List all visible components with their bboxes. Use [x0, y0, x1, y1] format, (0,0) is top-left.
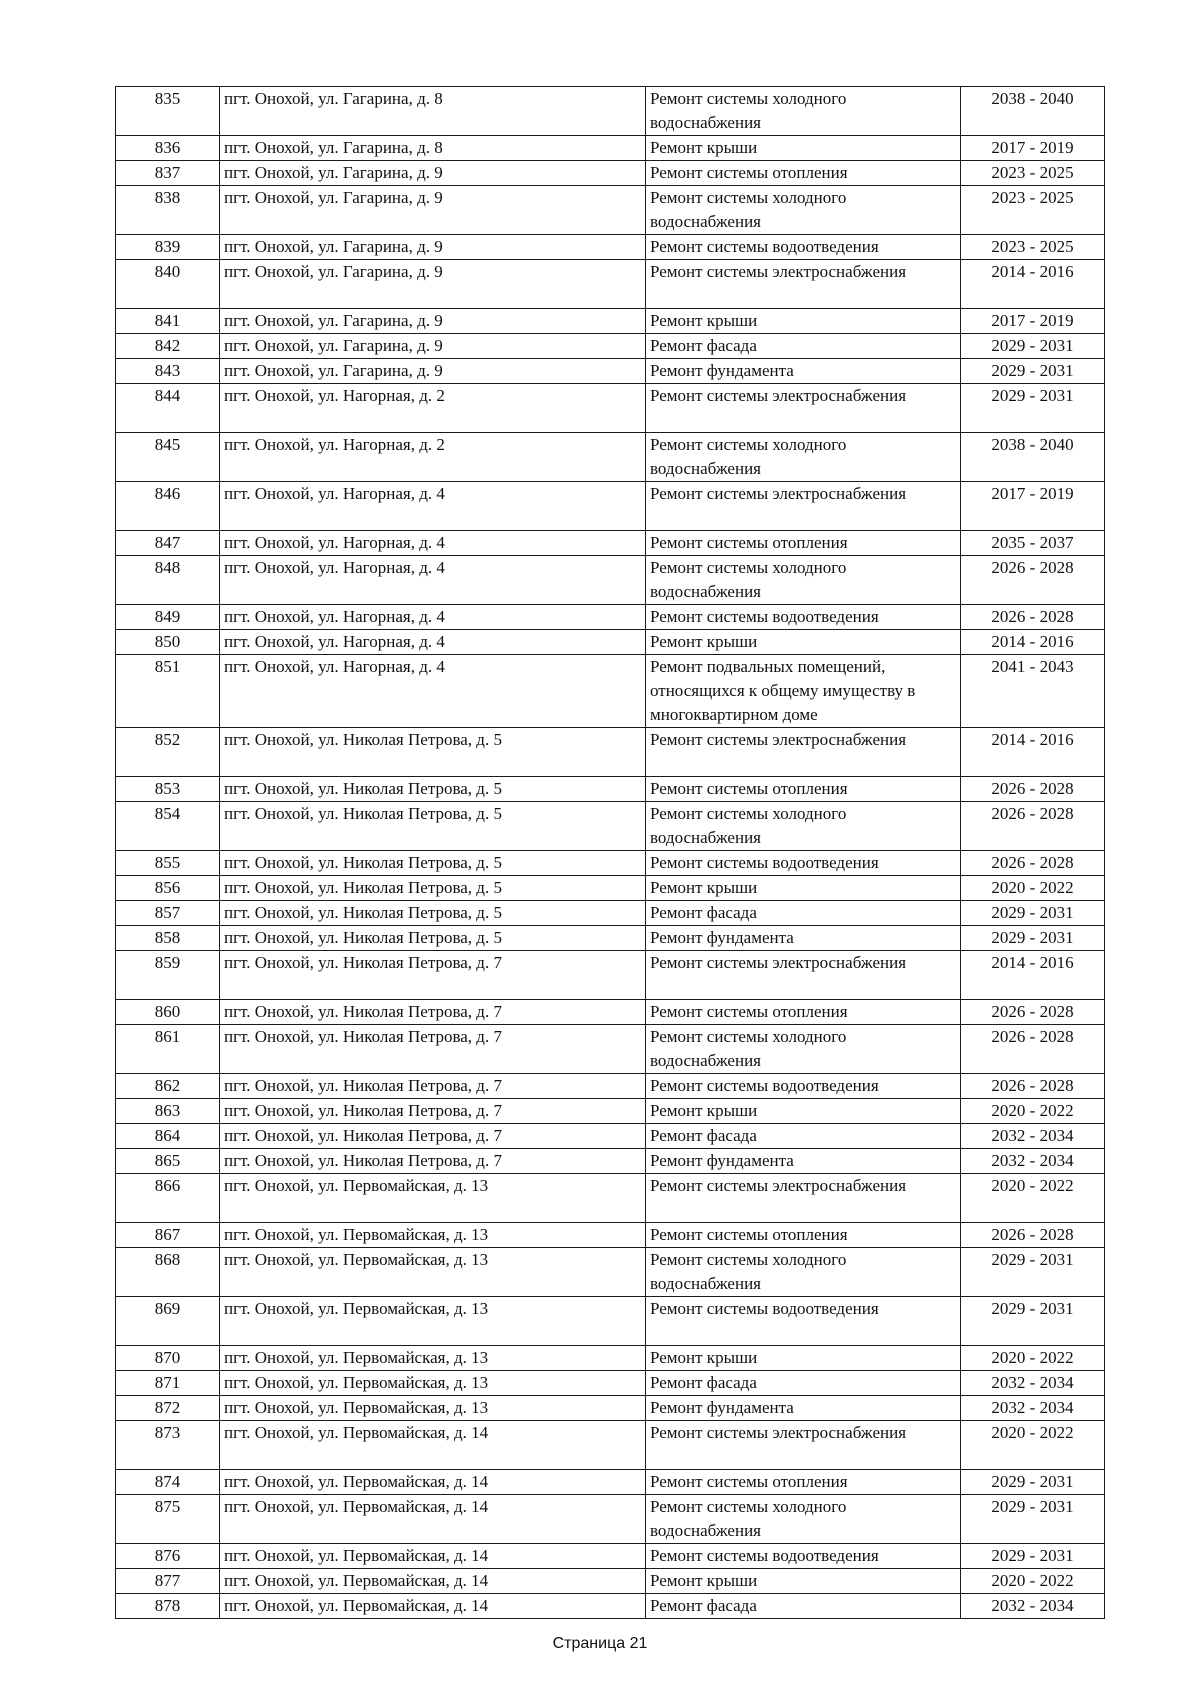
table-row — [116, 235, 1105, 260]
table-row — [116, 876, 1105, 901]
table-row — [116, 1470, 1105, 1495]
row-number-cell: 873 — [116, 1421, 220, 1470]
period-cell: 2032 - 2034 — [961, 1124, 1105, 1149]
period-cell: 2026 - 2028 — [961, 556, 1105, 605]
row-number-cell: 836 — [116, 136, 220, 161]
row-number-cell: 838 — [116, 186, 220, 235]
row-number-cell: 847 — [116, 531, 220, 556]
period-cell: 2017 - 2019 — [961, 309, 1105, 334]
table-row — [116, 482, 1105, 531]
table-row — [116, 1297, 1105, 1346]
address-cell: пгт. Онохой, ул. Нагорная, д. 2 — [220, 433, 646, 482]
table-row — [116, 1544, 1105, 1569]
row-number-cell: 835 — [116, 87, 220, 136]
table-row — [116, 309, 1105, 334]
period-cell: 2020 - 2022 — [961, 876, 1105, 901]
table-row — [116, 531, 1105, 556]
address-cell: пгт. Онохой, ул. Николая Петрова, д. 5 — [220, 728, 646, 777]
address-cell: пгт. Онохой, ул. Первомайская, д. 13 — [220, 1346, 646, 1371]
table-row — [116, 433, 1105, 482]
row-number-cell: 859 — [116, 951, 220, 1000]
table-row — [116, 1074, 1105, 1099]
row-number-cell: 858 — [116, 926, 220, 951]
table-row — [116, 136, 1105, 161]
address-cell: пгт. Онохой, ул. Первомайская, д. 14 — [220, 1569, 646, 1594]
period-cell: 2026 - 2028 — [961, 777, 1105, 802]
address-cell: пгт. Онохой, ул. Нагорная, д. 4 — [220, 630, 646, 655]
table-row — [116, 1149, 1105, 1174]
address-cell: пгт. Онохой, ул. Первомайская, д. 14 — [220, 1495, 646, 1544]
work-type-cell: Ремонт системы холодного водоснабжения — [646, 802, 961, 851]
period-cell: 2029 - 2031 — [961, 384, 1105, 433]
row-number-cell: 865 — [116, 1149, 220, 1174]
row-number-cell: 866 — [116, 1174, 220, 1223]
table-row — [116, 605, 1105, 630]
work-type-cell: Ремонт системы холодного водоснабжения — [646, 87, 961, 136]
address-cell: пгт. Онохой, ул. Николая Петрова, д. 7 — [220, 1025, 646, 1074]
address-cell: пгт. Онохой, ул. Николая Петрова, д. 7 — [220, 951, 646, 1000]
address-cell: пгт. Онохой, ул. Николая Петрова, д. 7 — [220, 1074, 646, 1099]
work-type-cell: Ремонт системы отопления — [646, 531, 961, 556]
address-cell: пгт. Онохой, ул. Гагарина, д. 8 — [220, 87, 646, 136]
period-cell: 2032 - 2034 — [961, 1594, 1105, 1619]
period-cell: 2029 - 2031 — [961, 1544, 1105, 1569]
work-type-cell: Ремонт системы холодного водоснабжения — [646, 433, 961, 482]
work-type-cell: Ремонт системы холодного водоснабжения — [646, 1025, 961, 1074]
row-number-cell: 874 — [116, 1470, 220, 1495]
address-cell: пгт. Онохой, ул. Николая Петрова, д. 7 — [220, 1124, 646, 1149]
work-type-cell: Ремонт системы отопления — [646, 1000, 961, 1025]
row-number-cell: 855 — [116, 851, 220, 876]
address-cell: пгт. Онохой, ул. Николая Петрова, д. 7 — [220, 1099, 646, 1124]
period-cell: 2020 - 2022 — [961, 1174, 1105, 1223]
address-cell: пгт. Онохой, ул. Николая Петрова, д. 7 — [220, 1149, 646, 1174]
work-type-cell: Ремонт фасада — [646, 901, 961, 926]
table-row — [116, 728, 1105, 777]
address-cell: пгт. Онохой, ул. Первомайская, д. 14 — [220, 1421, 646, 1470]
address-cell: пгт. Онохой, ул. Николая Петрова, д. 5 — [220, 777, 646, 802]
address-cell: пгт. Онохой, ул. Нагорная, д. 4 — [220, 655, 646, 728]
work-type-cell: Ремонт фасада — [646, 334, 961, 359]
row-number-cell: 857 — [116, 901, 220, 926]
work-type-cell: Ремонт системы холодного водоснабжения — [646, 556, 961, 605]
row-number-cell: 853 — [116, 777, 220, 802]
work-type-cell: Ремонт системы электроснабжения — [646, 1174, 961, 1223]
table-row — [116, 1174, 1105, 1223]
page-number: Страница 21 — [552, 1635, 648, 1652]
address-cell: пгт. Онохой, ул. Николая Петрова, д. 5 — [220, 876, 646, 901]
table-row — [116, 161, 1105, 186]
row-number-cell: 854 — [116, 802, 220, 851]
row-number-cell: 839 — [116, 235, 220, 260]
table-row — [116, 1000, 1105, 1025]
period-cell: 2029 - 2031 — [961, 901, 1105, 926]
address-cell: пгт. Онохой, ул. Гагарина, д. 9 — [220, 334, 646, 359]
period-cell: 2014 - 2016 — [961, 728, 1105, 777]
period-cell: 2029 - 2031 — [961, 1248, 1105, 1297]
period-cell: 2026 - 2028 — [961, 1074, 1105, 1099]
row-number-cell: 864 — [116, 1124, 220, 1149]
work-type-cell: Ремонт фундамента — [646, 1149, 961, 1174]
work-type-cell: Ремонт фундамента — [646, 359, 961, 384]
period-cell: 2017 - 2019 — [961, 482, 1105, 531]
address-cell: пгт. Онохой, ул. Гагарина, д. 9 — [220, 359, 646, 384]
table-row — [116, 384, 1105, 433]
table-row — [116, 186, 1105, 235]
table-row — [116, 334, 1105, 359]
work-type-cell: Ремонт фасада — [646, 1371, 961, 1396]
row-number-cell: 876 — [116, 1544, 220, 1569]
work-type-cell: Ремонт системы электроснабжения — [646, 482, 961, 531]
row-number-cell: 841 — [116, 309, 220, 334]
address-cell: пгт. Онохой, ул. Николая Петрова, д. 5 — [220, 926, 646, 951]
address-cell: пгт. Онохой, ул. Николая Петрова, д. 5 — [220, 851, 646, 876]
table-row — [116, 630, 1105, 655]
row-number-cell: 867 — [116, 1223, 220, 1248]
row-number-cell: 848 — [116, 556, 220, 605]
period-cell: 2029 - 2031 — [961, 1297, 1105, 1346]
work-type-cell: Ремонт крыши — [646, 136, 961, 161]
address-cell: пгт. Онохой, ул. Николая Петрова, д. 5 — [220, 802, 646, 851]
address-cell: пгт. Онохой, ул. Нагорная, д. 2 — [220, 384, 646, 433]
work-type-cell: Ремонт подвальных помещений, относящихся к общему имуществу в многоквартирном доме — [646, 655, 961, 728]
row-number-cell: 871 — [116, 1371, 220, 1396]
row-number-cell: 878 — [116, 1594, 220, 1619]
address-cell: пгт. Онохой, ул. Первомайская, д. 13 — [220, 1174, 646, 1223]
period-cell: 2029 - 2031 — [961, 1470, 1105, 1495]
period-cell: 2026 - 2028 — [961, 1000, 1105, 1025]
address-cell: пгт. Онохой, ул. Гагарина, д. 9 — [220, 235, 646, 260]
table-row — [116, 1248, 1105, 1297]
work-type-cell: Ремонт системы водоотведения — [646, 1074, 961, 1099]
period-cell: 2038 - 2040 — [961, 433, 1105, 482]
work-type-cell: Ремонт крыши — [646, 1099, 961, 1124]
work-type-cell: Ремонт системы водоотведения — [646, 851, 961, 876]
table-row — [116, 951, 1105, 1000]
row-number-cell: 852 — [116, 728, 220, 777]
period-cell: 2032 - 2034 — [961, 1396, 1105, 1421]
row-number-cell: 846 — [116, 482, 220, 531]
address-cell: пгт. Онохой, ул. Первомайская, д. 14 — [220, 1544, 646, 1569]
address-cell: пгт. Онохой, ул. Первомайская, д. 14 — [220, 1594, 646, 1619]
work-type-cell: Ремонт системы водоотведения — [646, 235, 961, 260]
table-row — [116, 1594, 1105, 1619]
period-cell: 2032 - 2034 — [961, 1149, 1105, 1174]
period-cell: 2029 - 2031 — [961, 1495, 1105, 1544]
work-type-cell: Ремонт крыши — [646, 876, 961, 901]
address-cell: пгт. Онохой, ул. Николая Петрова, д. 5 — [220, 901, 646, 926]
address-cell: пгт. Онохой, ул. Нагорная, д. 4 — [220, 531, 646, 556]
period-cell: 2020 - 2022 — [961, 1421, 1105, 1470]
table-row — [116, 87, 1105, 136]
table-row — [116, 851, 1105, 876]
work-type-cell: Ремонт системы электроснабжения — [646, 384, 961, 433]
period-cell: 2014 - 2016 — [961, 951, 1105, 1000]
table-row — [116, 1346, 1105, 1371]
table-row — [116, 1569, 1105, 1594]
address-cell: пгт. Онохой, ул. Николая Петрова, д. 7 — [220, 1000, 646, 1025]
row-number-cell: 863 — [116, 1099, 220, 1124]
row-number-cell: 843 — [116, 359, 220, 384]
address-cell: пгт. Онохой, ул. Первомайская, д. 13 — [220, 1297, 646, 1346]
table-row — [116, 359, 1105, 384]
period-cell: 2020 - 2022 — [961, 1346, 1105, 1371]
work-type-cell: Ремонт системы водоотведения — [646, 1297, 961, 1346]
table-row — [116, 1421, 1105, 1470]
period-cell: 2023 - 2025 — [961, 235, 1105, 260]
table-row — [116, 655, 1105, 728]
row-number-cell: 869 — [116, 1297, 220, 1346]
period-cell: 2023 - 2025 — [961, 186, 1105, 235]
row-number-cell: 850 — [116, 630, 220, 655]
period-cell: 2020 - 2022 — [961, 1099, 1105, 1124]
row-number-cell: 870 — [116, 1346, 220, 1371]
work-type-cell: Ремонт крыши — [646, 630, 961, 655]
repair-schedule-table — [115, 86, 1105, 1619]
row-number-cell: 868 — [116, 1248, 220, 1297]
row-number-cell: 844 — [116, 384, 220, 433]
address-cell: пгт. Онохой, ул. Нагорная, д. 4 — [220, 556, 646, 605]
work-type-cell: Ремонт системы отопления — [646, 777, 961, 802]
period-cell: 2017 - 2019 — [961, 136, 1105, 161]
work-type-cell: Ремонт крыши — [646, 1346, 961, 1371]
period-cell: 2029 - 2031 — [961, 359, 1105, 384]
row-number-cell: 842 — [116, 334, 220, 359]
work-type-cell: Ремонт системы электроснабжения — [646, 951, 961, 1000]
period-cell: 2014 - 2016 — [961, 630, 1105, 655]
period-cell: 2026 - 2028 — [961, 1025, 1105, 1074]
period-cell: 2041 - 2043 — [961, 655, 1105, 728]
period-cell: 2014 - 2016 — [961, 260, 1105, 309]
period-cell: 2026 - 2028 — [961, 802, 1105, 851]
period-cell: 2023 - 2025 — [961, 161, 1105, 186]
table-row — [116, 1223, 1105, 1248]
period-cell: 2029 - 2031 — [961, 334, 1105, 359]
table-row — [116, 1396, 1105, 1421]
address-cell: пгт. Онохой, ул. Гагарина, д. 9 — [220, 260, 646, 309]
row-number-cell: 861 — [116, 1025, 220, 1074]
address-cell: пгт. Онохой, ул. Гагарина, д. 8 — [220, 136, 646, 161]
period-cell: 2026 - 2028 — [961, 851, 1105, 876]
address-cell: пгт. Онохой, ул. Первомайская, д. 13 — [220, 1396, 646, 1421]
period-cell: 2020 - 2022 — [961, 1569, 1105, 1594]
table-row — [116, 777, 1105, 802]
work-type-cell: Ремонт системы отопления — [646, 1223, 961, 1248]
table-row — [116, 260, 1105, 309]
work-type-cell: Ремонт системы отопления — [646, 1470, 961, 1495]
period-cell: 2026 - 2028 — [961, 605, 1105, 630]
work-type-cell: Ремонт системы водоотведения — [646, 605, 961, 630]
work-type-cell: Ремонт крыши — [646, 309, 961, 334]
row-number-cell: 845 — [116, 433, 220, 482]
table-row — [116, 1124, 1105, 1149]
work-type-cell: Ремонт системы электроснабжения — [646, 260, 961, 309]
table-row — [116, 1099, 1105, 1124]
table-row — [116, 901, 1105, 926]
row-number-cell: 840 — [116, 260, 220, 309]
work-type-cell: Ремонт системы электроснабжения — [646, 728, 961, 777]
work-type-cell: Ремонт фундамента — [646, 926, 961, 951]
row-number-cell: 837 — [116, 161, 220, 186]
address-cell: пгт. Онохой, ул. Гагарина, д. 9 — [220, 309, 646, 334]
address-cell: пгт. Онохой, ул. Первомайская, д. 13 — [220, 1248, 646, 1297]
period-cell: 2029 - 2031 — [961, 926, 1105, 951]
row-number-cell: 860 — [116, 1000, 220, 1025]
address-cell: пгт. Онохой, ул. Первомайская, д. 13 — [220, 1371, 646, 1396]
table-row — [116, 1495, 1105, 1544]
table-row — [116, 1371, 1105, 1396]
work-type-cell: Ремонт системы холодного водоснабжения — [646, 186, 961, 235]
row-number-cell: 875 — [116, 1495, 220, 1544]
work-type-cell: Ремонт крыши — [646, 1569, 961, 1594]
work-type-cell: Ремонт системы холодного водоснабжения — [646, 1248, 961, 1297]
row-number-cell: 856 — [116, 876, 220, 901]
work-type-cell: Ремонт фасада — [646, 1594, 961, 1619]
work-type-cell: Ремонт системы холодного водоснабжения — [646, 1495, 961, 1544]
address-cell: пгт. Онохой, ул. Нагорная, д. 4 — [220, 482, 646, 531]
table-row — [116, 556, 1105, 605]
table-row — [116, 1025, 1105, 1074]
period-cell: 2026 - 2028 — [961, 1223, 1105, 1248]
row-number-cell: 849 — [116, 605, 220, 630]
address-cell: пгт. Онохой, ул. Первомайская, д. 13 — [220, 1223, 646, 1248]
period-cell: 2035 - 2037 — [961, 531, 1105, 556]
address-cell: пгт. Онохой, ул. Гагарина, д. 9 — [220, 186, 646, 235]
table-body — [116, 87, 1105, 1619]
row-number-cell: 862 — [116, 1074, 220, 1099]
address-cell: пгт. Онохой, ул. Гагарина, д. 9 — [220, 161, 646, 186]
work-type-cell: Ремонт системы электроснабжения — [646, 1421, 961, 1470]
work-type-cell: Ремонт фундамента — [646, 1396, 961, 1421]
address-cell: пгт. Онохой, ул. Первомайская, д. 14 — [220, 1470, 646, 1495]
row-number-cell: 877 — [116, 1569, 220, 1594]
period-cell: 2032 - 2034 — [961, 1371, 1105, 1396]
table-row — [116, 802, 1105, 851]
work-type-cell: Ремонт фасада — [646, 1124, 961, 1149]
row-number-cell: 872 — [116, 1396, 220, 1421]
address-cell: пгт. Онохой, ул. Нагорная, д. 4 — [220, 605, 646, 630]
period-cell: 2038 - 2040 — [961, 87, 1105, 136]
row-number-cell: 851 — [116, 655, 220, 728]
work-type-cell: Ремонт системы водоотведения — [646, 1544, 961, 1569]
work-type-cell: Ремонт системы отопления — [646, 161, 961, 186]
table-row — [116, 926, 1105, 951]
